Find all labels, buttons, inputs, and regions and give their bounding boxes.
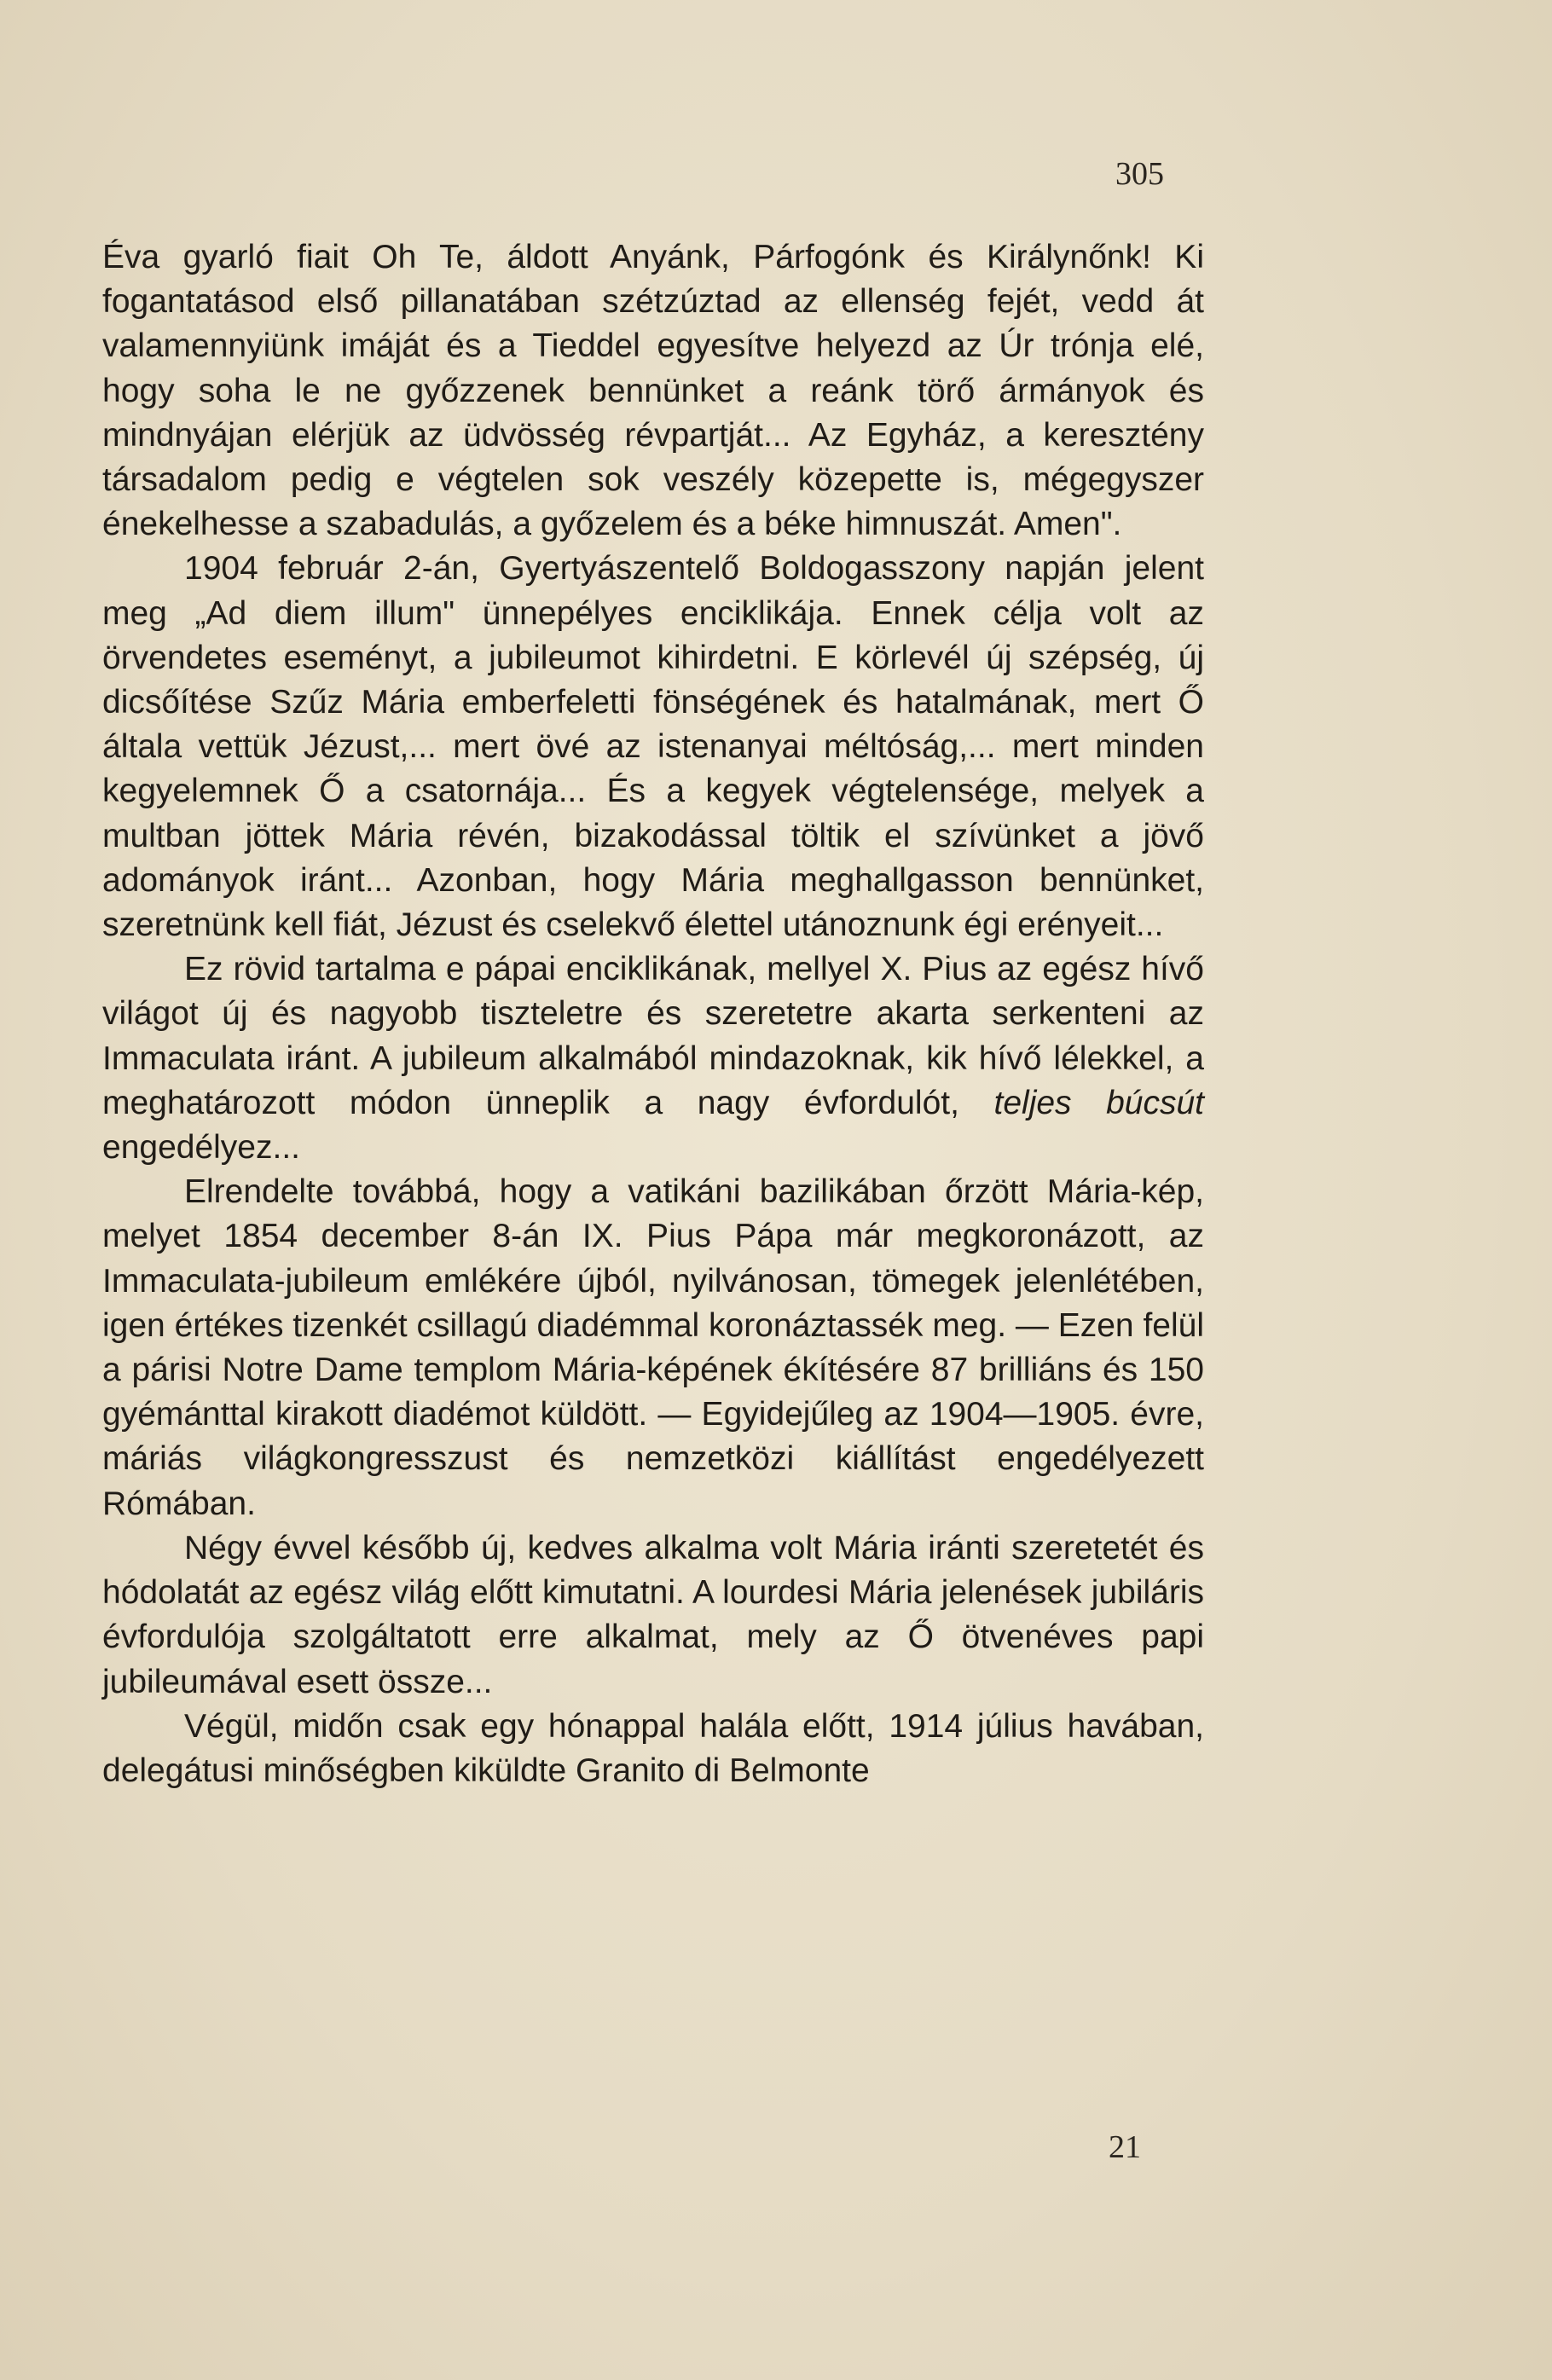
paragraph-2: 1904 február 2-án, Gyertyászentelő Boldogasszony napján jelent meg „Ad diem illum" ünnepélyes enciklikája. Ennek célja volt az örvendetes eseményt, a jubileumot kihirdetni. E körlevél új szépség, új dicsőítése Szűz Mária emberfeletti fönségének és hatalmának, mert Ő általa vettük Jézust,... mert övé az istenanyai méltóság,... mert minden kegyelemnek Ő a csatornája... És a kegyek végtelensége, melyek a multban jöttek Mária révén, bizakodással töltik el szívünket a jövő adományok iránt... Azonban, hogy Mária meghallgasson bennünket, szeretnünk kell fiát, Jézust és cselekvő élettel utánoznunk égi erényeit... bbox=[102, 550, 1204, 944]
paragraph-6: Végül, midőn csak egy hónappal halála előtt, 1914 július havában, delegátusi minőségben kiküldte Granito di Belmonte bbox=[102, 1707, 1204, 1789]
paragraph-5: Négy évvel később új, kedves alkalma volt Mária iránti szeretetét és hódolatát az egész világ előtt kimutatni. A lourdesi Mária jelenések jubiláris évfordulója szolgáltatott erre alkalmat, mely az Ő ötvenéves papi jubileumával esett össze... bbox=[102, 1529, 1204, 1700]
signature-mark: 21 bbox=[1109, 2129, 1141, 2165]
paragraph-3 bbox=[102, 947, 1204, 1170]
paragraph-4: Elrendelte továbbá, hogy a vatikáni bazilikában őrzött Mária-kép, melyet 1854 december 8-án IX. Pius Pápa már megkoronázott, az Immaculata-jubileum emlékére újból, nyilvánosan, tömegek jelenlétében, igen értékes tizenkét csillagú diadémmal koronáztassék meg. — Ezen felül a párisi Notre Dame templom Mária-képének ékítésére 87 brilliáns és 150 gyémánttal kirakott diadémot küldött. — Egyidejűleg az 1904—1905. évre, máriás világkongresszust és nemzetközi kiállítást engedélyezett Rómában. bbox=[102, 1173, 1204, 1522]
paragraph-1: Éva gyarló fiait Oh Te, áldott Anyánk, Párfogónk és Királynőnk! Ki fogantatásod első pillanatában szétzúztad az ellenség fejét, vedd át valamennyiünk imáját és a Tieddel egyesítve helyezd az Úr trónja elé, hogy soha le ne győzzenek bennünket a reánk törő ármányok és mindnyájan elérjük az üdvösség révpartját... Az Egyház, a keresztény társadalom pedig e végtelen sok veszély közepette is, mégegyszer énekelhesse a szabadulás, a győzelem és a béke himnuszát. Amen". bbox=[102, 239, 1204, 543]
paragraph-3-text-before: Ez rövid tartalma e pápai enciklikának, mellyel X. Pius az egész hívő világot új és nagyobb tiszteletre és szeretetre akarta serkenteni az Immaculata iránt. A jubileum alkalmából mindazoknak, kik hívő lélekkel, a meghatározott módon ünneplik a nagy évfordulót, bbox=[102, 951, 1204, 1121]
page-number: 305 bbox=[1115, 156, 1164, 192]
paragraph-3-emphasis: teljes búcsút bbox=[993, 1084, 1204, 1121]
paragraph-3-text-after: engedélyez... bbox=[102, 1129, 301, 1167]
body-text bbox=[102, 235, 1204, 1793]
